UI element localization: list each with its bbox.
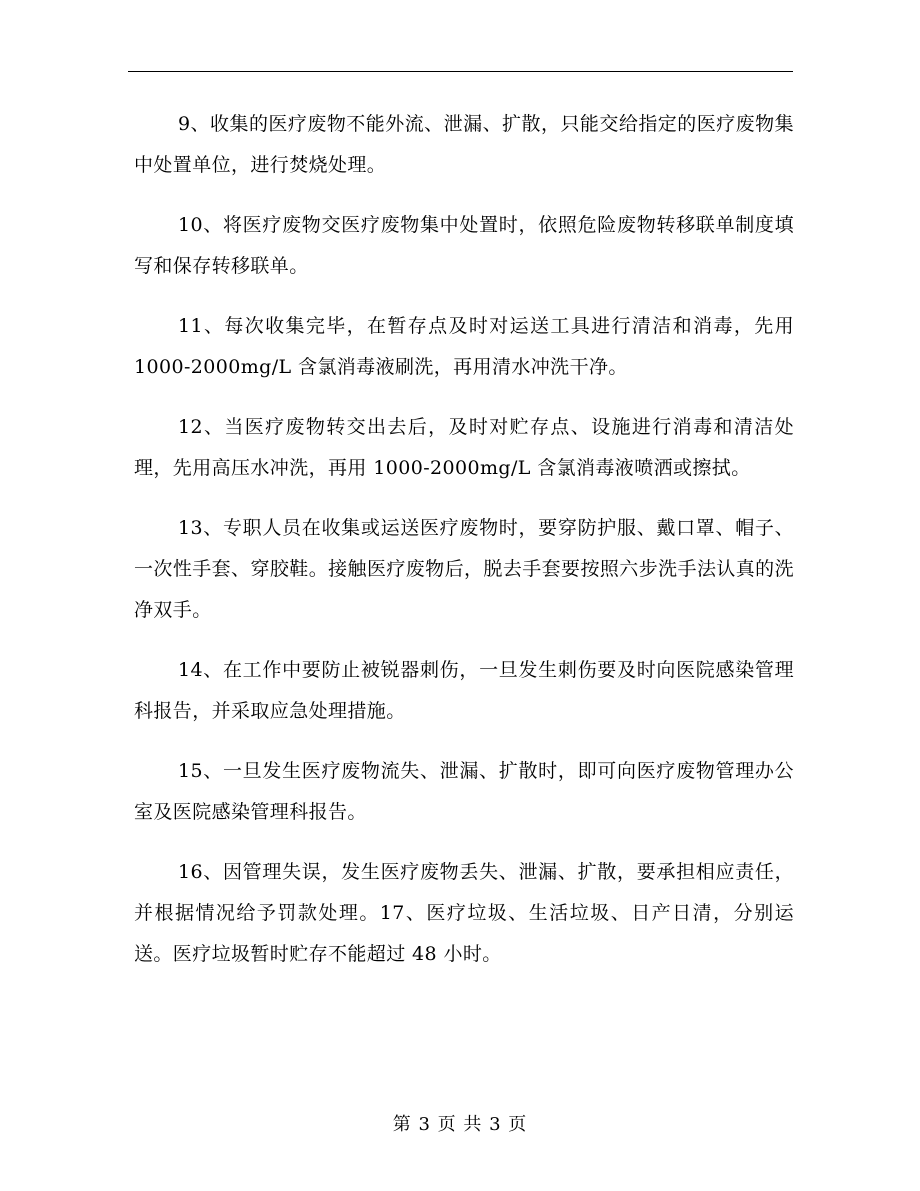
paragraph-12: 12、当医疗废物转交出去后，及时对贮存点、设施进行消毒和清洁处理，先用高压水冲洗，再用 1000-2000mg/L 含氯消毒液喷洒或擦拭。 [134, 416, 794, 479]
paragraph-16-17: 16、因管理失误，发生医疗废物丢失、泄漏、扩散，要承担相应责任，并根据情况给予罚款处理。17、医疗垃圾、生活垃圾、日产日清，分别运送。医疗垃圾暂时贮存不能超过 48 小时。 [134, 861, 794, 965]
paragraph-13: 13、专职人员在收集或运送医疗废物时，要穿防护服、戴口罩、帽子、一次性手套、穿胶鞋。接触医疗废物后，脱去手套要按照六步洗手法认真的洗净双手。 [134, 517, 794, 621]
paragraph-9: 9、收集的医疗废物不能外流、泄漏、扩散，只能交给指定的医疗废物集中处置单位，进行焚烧处理。 [134, 113, 794, 176]
document-body [134, 104, 794, 994]
paragraph-10: 10、将医疗废物交医疗废物集中处置时，依照危险废物转移联单制度填写和保存转移联单。 [134, 214, 794, 277]
paragraph-11: 11、每次收集完毕，在暂存点及时对运送工具进行清洁和消毒，先用 1000-2000mg/L 含氯消毒液刷洗，再用清水冲洗干净。 [134, 315, 794, 378]
paragraph-14: 14、在工作中要防止被锐器刺伤，一旦发生刺伤要及时向医院感染管理科报告，并采取应急处理措施。 [134, 659, 794, 722]
page-footer: 第 3 页 共 3 页 [392, 1114, 528, 1135]
header-rule [128, 71, 793, 72]
paragraph-15: 15、一旦发生医疗废物流失、泄漏、扩散时，即可向医疗废物管理办公室及医院感染管理科报告。 [134, 760, 794, 823]
